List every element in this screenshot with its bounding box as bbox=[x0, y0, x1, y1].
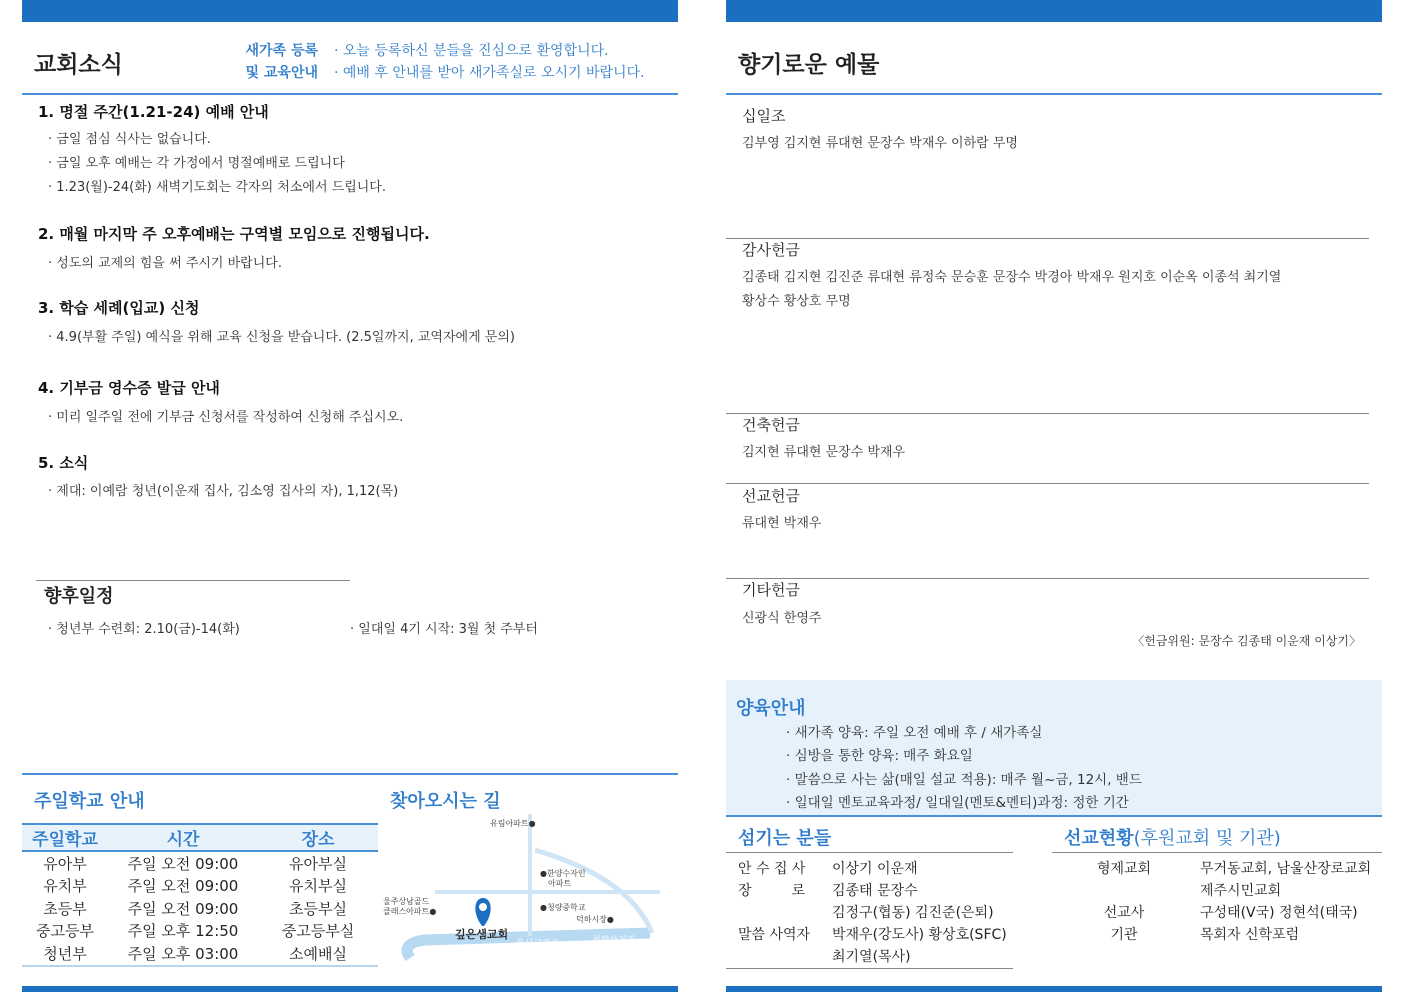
news-1-heading: 1. 명절 주간(1.21-24) 예배 안내 bbox=[38, 103, 269, 121]
mission-offering-heading: 선교헌금 bbox=[742, 487, 800, 505]
nurture-item-4: · 일대일 멘토교육과정/ 일대일(멘토&멘티)과정: 정한 기간 bbox=[786, 795, 1129, 811]
news-3-heading: 3. 학습 세례(입교) 신청 bbox=[38, 299, 200, 317]
place-cell: 중고등부실 bbox=[281, 922, 355, 941]
mission-offering-names: 류대현 박재우 bbox=[742, 516, 822, 531]
news-divider bbox=[22, 93, 678, 95]
missions-title-main: 선교현황 bbox=[1064, 828, 1134, 849]
time-cell: 주일 오전 09:00 bbox=[127, 877, 239, 896]
schedule-title: 향후일정 bbox=[44, 586, 114, 607]
time-cell: 주일 오후 03:00 bbox=[127, 944, 239, 963]
news-1-line-3: · 1.23(월)-24(화) 새벽기도회는 각자의 처소에서 드립니다. bbox=[48, 180, 386, 195]
map-label-market: 덕하시장● bbox=[576, 915, 614, 924]
sunday-school-title: 주일학교 안내 bbox=[34, 791, 145, 812]
server-names-3: 김정구(협동) 김진준(은퇴) bbox=[832, 905, 994, 921]
mission-label-2 bbox=[1084, 880, 1164, 902]
offering-divider-4 bbox=[726, 578, 1369, 579]
thanks-names-line2: 황상수 황상호 무명 bbox=[742, 294, 851, 309]
header-time: 시간 bbox=[108, 824, 258, 851]
dept-cell: 유아부 bbox=[43, 854, 87, 873]
map-label-apt2: ●한양수자인 bbox=[540, 869, 586, 878]
server-role-1: 안 수 집 사 bbox=[738, 861, 806, 877]
offering-divider-1 bbox=[726, 238, 1369, 239]
dept-cell: 청년부 bbox=[43, 944, 87, 963]
offering-committee: 〈헌금위원: 문장수 김종태 이운재 이상기〉 bbox=[1132, 634, 1361, 648]
thanks-names-line1: 김종태 김지현 김진준 류대현 류정숙 문승훈 문장수 박경아 박재우 원지호 이순옥 이종석 최기열 bbox=[742, 270, 1282, 285]
dept-cell: 유치부 bbox=[43, 877, 87, 896]
map-label-left2: 클래스아파트● bbox=[383, 907, 437, 916]
new-family-text-line2: · 예배 후 안내를 받아 새가족실로 오시기 바랍니다. bbox=[334, 65, 645, 81]
offering-divider-2 bbox=[726, 413, 1369, 414]
news-1-line-1: · 금일 점심 식사는 없습니다. bbox=[48, 132, 211, 147]
new-family-text-line1: · 오늘 등록하신 분들을 진심으로 환영합니다. bbox=[334, 43, 609, 59]
nurture-title: 양육안내 bbox=[736, 698, 806, 719]
map-label-school: ●청량중학교 bbox=[540, 903, 586, 912]
mission-label-4: 기관 bbox=[1110, 927, 1138, 943]
new-family-label-line2: 및 교육안내 bbox=[245, 65, 318, 81]
dept-cell: 초등부 bbox=[43, 899, 87, 918]
right-bottom-bar bbox=[726, 986, 1382, 992]
mission-label-1: 형제교회 bbox=[1096, 861, 1152, 877]
left-top-bar bbox=[22, 0, 678, 22]
building-heading: 건축헌금 bbox=[742, 416, 800, 434]
map-label-road1: 울산교차로 bbox=[516, 939, 560, 949]
place-cell: 유치부실 bbox=[289, 877, 347, 896]
place-cell: 초등부실 bbox=[289, 899, 347, 918]
sunday-school-header-row bbox=[22, 824, 378, 851]
missions-values bbox=[1200, 858, 1371, 946]
church-news-title: 교회소식 bbox=[34, 52, 123, 78]
server-names-2: 김종태 문장수 bbox=[832, 883, 918, 899]
server-names-1: 이상기 이운재 bbox=[832, 861, 918, 877]
news-3-line-1: · 4.9(부활 주일) 예식을 위해 교육 신청을 받습니다. (2.5일까지, 교역자에게 문의) bbox=[48, 330, 515, 345]
servers-names bbox=[832, 858, 1007, 968]
mission-value-1: 무거동교회, 남울산장로교회 bbox=[1200, 861, 1372, 877]
time-cell: 주일 오전 09:00 bbox=[127, 899, 239, 918]
new-family-label bbox=[232, 40, 318, 84]
schedule-divider bbox=[36, 580, 350, 581]
other-offering-heading: 기타헌금 bbox=[742, 581, 800, 599]
schedule-item-2: · 일대일 4기 시작: 3월 첫 주부터 bbox=[350, 622, 538, 637]
missions-title-sub: (후원교회 및 기관) bbox=[1133, 828, 1281, 849]
map-label-apt1: 유림아파트● bbox=[490, 819, 536, 828]
left-bottom-bar bbox=[22, 986, 678, 992]
offerings-title: 향기로운 예물 bbox=[738, 52, 880, 78]
missions-divider-top bbox=[1052, 852, 1382, 853]
tithe-heading: 십일조 bbox=[742, 107, 786, 125]
server-role-4: 말씀 사역자 bbox=[738, 927, 811, 943]
table-row bbox=[22, 897, 378, 920]
servers-divider-bottom bbox=[726, 968, 1013, 969]
thanks-heading: 감사헌금 bbox=[742, 241, 800, 259]
map-label-church: 깊은샘교회 bbox=[455, 928, 509, 941]
header-dept: 주일학교 bbox=[22, 824, 108, 851]
news-2-line-1: · 성도의 교제의 힘을 써 주시기 바랍니다. bbox=[48, 256, 282, 271]
table-row bbox=[22, 875, 378, 898]
new-family-label-line1: 새가족 등록 bbox=[245, 43, 318, 59]
table-row bbox=[22, 942, 378, 966]
news-4-line-1: · 미리 일주일 전에 기부금 신청서를 작성하여 신청해 주십시오. bbox=[48, 410, 404, 425]
mission-label-3: 선교사 bbox=[1103, 905, 1145, 921]
server-role-5 bbox=[738, 946, 828, 968]
sunday-school-table bbox=[22, 823, 378, 967]
dept-cell: 중고등부 bbox=[36, 922, 94, 941]
news-1-line-2: · 금일 오후 예배는 각 가정에서 명절예배로 드립니다 bbox=[48, 156, 345, 171]
server-names-4: 박재우(강도사) 황상호(SFC) bbox=[832, 927, 1007, 943]
offering-divider-3 bbox=[726, 483, 1369, 484]
offerings-divider bbox=[726, 93, 1382, 95]
right-top-bar bbox=[726, 0, 1382, 22]
new-family-text bbox=[334, 40, 645, 84]
missions-title bbox=[1064, 824, 1281, 850]
nurture-item-2: · 심방을 통한 양육: 매주 화요일 bbox=[786, 748, 973, 764]
map-label-left1: 울주상남골드 bbox=[383, 897, 430, 906]
table-row bbox=[22, 920, 378, 943]
table-row bbox=[22, 851, 378, 875]
other-offering-names: 신광식 한영주 bbox=[742, 611, 822, 626]
news-5-line-1: · 제대: 이예람 청년(이운재 집사, 김소영 집사의 자), 1,12(목) bbox=[48, 484, 399, 499]
nurture-item-1: · 새가족 양육: 주일 오전 예배 후 / 새가족실 bbox=[786, 725, 1043, 741]
bottom-right-divider bbox=[726, 815, 1382, 817]
time-cell: 주일 오전 09:00 bbox=[127, 854, 239, 873]
mission-value-3: 구성태(V국) 정현석(태국) bbox=[1200, 905, 1358, 921]
schedule-item-1: · 청년부 수련회: 2.10(금)-14(화) bbox=[48, 622, 240, 637]
servers-divider-top bbox=[726, 852, 1013, 853]
news-5-heading: 5. 소식 bbox=[38, 454, 89, 472]
time-cell: 주일 오후 12:50 bbox=[127, 922, 239, 941]
server-role-2: 장 로 bbox=[738, 883, 806, 899]
bottom-section-divider bbox=[22, 773, 678, 775]
header-place: 장소 bbox=[258, 824, 378, 851]
mission-value-4: 목회자 신학포럼 bbox=[1200, 927, 1300, 943]
server-names-5: 최기열(목사) bbox=[832, 949, 911, 965]
servers-roles bbox=[738, 858, 828, 968]
directions-title: 찾아오시는 길 bbox=[390, 791, 501, 812]
building-names: 김지현 류대현 문장수 박재우 bbox=[742, 445, 906, 460]
nurture-item-3: · 말씀으로 사는 삶(매일 설교 적용): 매주 월~금, 12시, 밴드 bbox=[786, 772, 1142, 788]
map-label-apt2b: 아파트 bbox=[548, 879, 572, 888]
mission-value-2: 제주시민교회 bbox=[1200, 883, 1282, 899]
tithe-names: 김부영 김지현 류대현 문장수 박재우 이하람 무명 bbox=[742, 136, 1018, 151]
missions-labels bbox=[1084, 858, 1164, 946]
news-2-heading: 2. 매월 마지막 주 오후예배는 구역별 모임으로 진행됩니다. bbox=[38, 225, 430, 243]
news-4-heading: 4. 기부금 영수증 발급 안내 bbox=[38, 379, 220, 397]
servers-title: 섬기는 분들 bbox=[738, 828, 832, 849]
server-role-3 bbox=[738, 902, 828, 924]
map-label-road2: 청량삼거리 bbox=[592, 936, 636, 946]
place-cell: 유아부실 bbox=[289, 854, 347, 873]
place-cell: 소예배실 bbox=[289, 944, 347, 963]
